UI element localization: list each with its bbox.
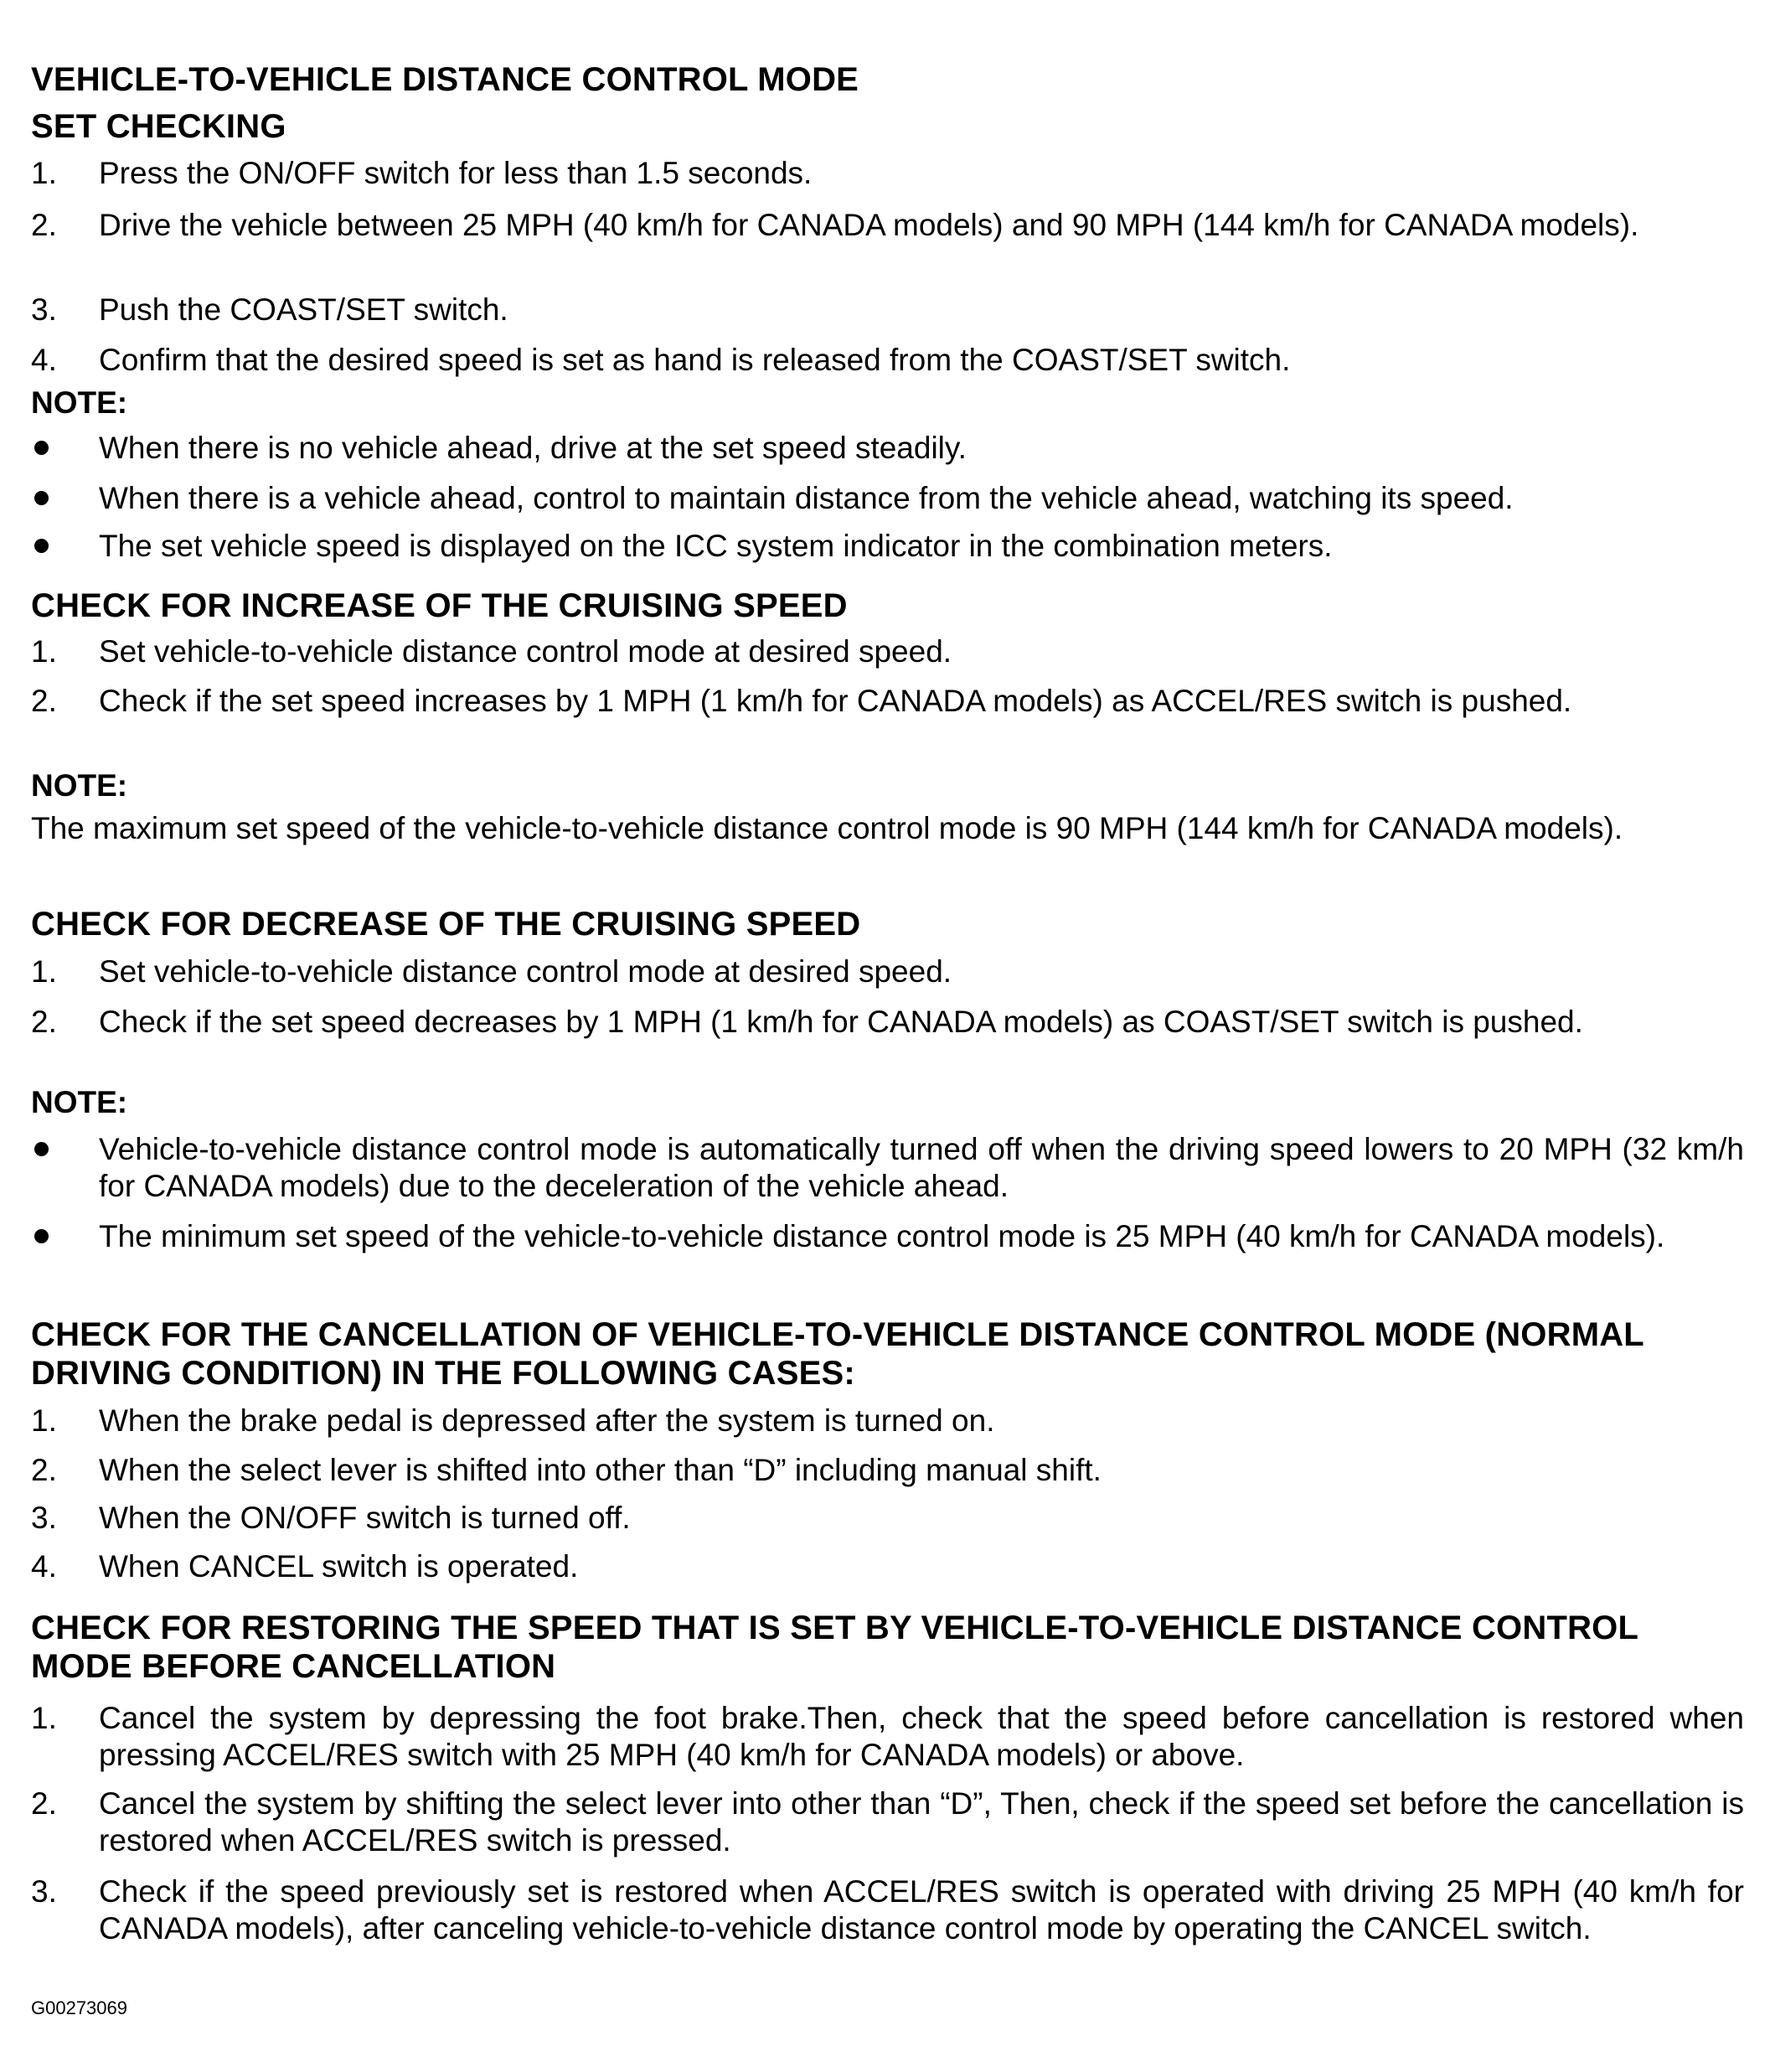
- step-number: 1.: [31, 1701, 57, 1735]
- step-number: 2.: [31, 684, 57, 718]
- section-heading-decrease: CHECK FOR DECREASE OF THE CRUISING SPEED: [31, 906, 861, 943]
- list-item: [31, 633, 1744, 670]
- step-number: 4.: [31, 343, 57, 377]
- bullet-icon: [31, 480, 90, 517]
- note-bullet-item: [31, 480, 1744, 517]
- bullet-icon: [31, 430, 90, 467]
- step-text: Press the ON/OFF switch for less than 1.5 seconds.: [99, 156, 813, 190]
- list-item: [31, 342, 1744, 379]
- step-number: 3.: [31, 1874, 57, 1909]
- bullet-icon: [31, 528, 90, 565]
- step-text: Cancel the system by shifting the select lever into other than “D”, Then, check if the speed set before the cancellation is restored when ACCEL/RES switch is pressed.: [99, 1786, 1744, 1858]
- bullet-icon: [31, 1131, 90, 1168]
- step-number: 2.: [31, 1005, 57, 1039]
- list-item: [31, 1403, 1744, 1439]
- document-title-block: [31, 60, 1744, 146]
- bullet-icon: [31, 1218, 90, 1255]
- note-label: NOTE:: [31, 1085, 128, 1119]
- note-bullet-item: [31, 528, 1744, 565]
- note-bullet-item: [31, 1218, 1744, 1255]
- note-bullet-item: [31, 1131, 1744, 1205]
- note-block: [31, 767, 1744, 804]
- note-text: The minimum set speed of the vehicle-to-vehicle distance control mode is 25 MPH (40 km/h for CANADA models).: [99, 1219, 1665, 1253]
- list-item: [31, 1500, 1744, 1537]
- step-number: 2.: [31, 1786, 57, 1821]
- list-item: [31, 1785, 1744, 1859]
- step-text: Confirm that the desired speed is set as hand is released from the COAST/SET switch.: [99, 343, 1291, 377]
- step-text: Drive the vehicle between 25 MPH (40 km/h for CANADA models) and 90 MPH (144 km/h for CANADA models).: [99, 208, 1639, 242]
- note-label: NOTE:: [31, 385, 128, 420]
- note-text: The set vehicle speed is displayed on the ICC system indicator in the combination meters.: [99, 529, 1333, 563]
- list-item: [31, 155, 1744, 192]
- note-text: When there is no vehicle ahead, drive at the set speed steadily.: [99, 431, 967, 465]
- step-text: When the ON/OFF switch is turned off.: [99, 1501, 631, 1535]
- list-item: [31, 292, 1744, 328]
- step-text: Check if the set speed increases by 1 MPH (1 km/h for CANADA models) as ACCEL/RES switch is pushed.: [99, 684, 1572, 718]
- step-text: Set vehicle-to-vehicle distance control mode at desired speed.: [99, 634, 952, 669]
- list-item: [31, 953, 1744, 990]
- section-heading-block: [31, 1315, 1744, 1393]
- step-number: 1.: [31, 954, 57, 989]
- list-item: [31, 1452, 1744, 1489]
- section-heading-block: [31, 586, 1744, 625]
- section-heading-block: [31, 905, 1744, 943]
- section-heading-set-checking: SET CHECKING: [31, 108, 286, 145]
- list-item: [31, 1004, 1744, 1041]
- step-text: Set vehicle-to-vehicle distance control mode at desired speed.: [99, 954, 952, 989]
- section-heading-cancellation: CHECK FOR THE CANCELLATION OF VEHICLE-TO-VEHICLE DISTANCE CONTROL MODE (NORMAL DRIVING CONDITION) IN THE FOLLOWING CASES:: [31, 1316, 1644, 1392]
- section-heading-block: [31, 1609, 1744, 1686]
- step-number: 4.: [31, 1549, 57, 1584]
- note-block: [31, 385, 1744, 421]
- step-text: When CANCEL switch is operated.: [99, 1549, 579, 1584]
- list-item: [31, 1873, 1744, 1947]
- section-heading-restoring: CHECK FOR RESTORING THE SPEED THAT IS SET BY VEHICLE-TO-VEHICLE DISTANCE CONTROL MODE BEFORE CANCELLATION: [31, 1610, 1638, 1685]
- step-number: 1.: [31, 634, 57, 669]
- step-text: When the select lever is shifted into other than “D” including manual shift.: [99, 1453, 1102, 1487]
- step-number: 2.: [31, 1453, 57, 1487]
- figure-id: G00273069: [31, 1997, 127, 2018]
- note-text: Vehicle-to-vehicle distance control mode is automatically turned off when the driving speed lowers to 20 MPH (32 km/h for CANADA models) due to the deceleration of the vehicle ahead.: [99, 1132, 1744, 1203]
- note-paragraph: The maximum set speed of the vehicle-to-vehicle distance control mode is 90 MPH (144 km/h for CANADA models).: [31, 811, 1623, 845]
- step-text: Check if the speed previously set is restored when ACCEL/RES switch is operated with driving 25 MPH (40 km/h for CANADA models), after canceling vehicle-to-vehicle distance control mode by operating the CANCEL switch.: [99, 1874, 1744, 1945]
- note-block: [31, 1084, 1744, 1121]
- step-number: 3.: [31, 292, 57, 327]
- note-bullet-item: [31, 430, 1744, 467]
- list-item: [31, 683, 1744, 720]
- step-text: When the brake pedal is depressed after the system is turned on.: [99, 1403, 995, 1438]
- note-label: NOTE:: [31, 768, 128, 803]
- step-number: 1.: [31, 1403, 57, 1438]
- step-number: 3.: [31, 1501, 57, 1535]
- step-number: 1.: [31, 156, 57, 190]
- step-text: Push the COAST/SET switch.: [99, 292, 508, 327]
- document-title: VEHICLE-TO-VEHICLE DISTANCE CONTROL MODE: [31, 61, 859, 98]
- section-heading-increase: CHECK FOR INCREASE OF THE CRUISING SPEED: [31, 587, 848, 624]
- list-item: [31, 207, 1744, 244]
- step-text: Cancel the system by depressing the foot brake.Then, check that the speed before cancellation is restored when pressing ACCEL/RES switch with 25 MPH (40 km/h for CANADA models) or above.: [99, 1701, 1744, 1772]
- list-item: [31, 1700, 1744, 1774]
- step-text: Check if the set speed decreases by 1 MPH (1 km/h for CANADA models) as COAST/SET switch is pushed.: [99, 1005, 1583, 1039]
- note-text: When there is a vehicle ahead, control to maintain distance from the vehicle ahead, watching its speed.: [99, 481, 1514, 515]
- step-number: 2.: [31, 208, 57, 242]
- list-item: [31, 1548, 1744, 1585]
